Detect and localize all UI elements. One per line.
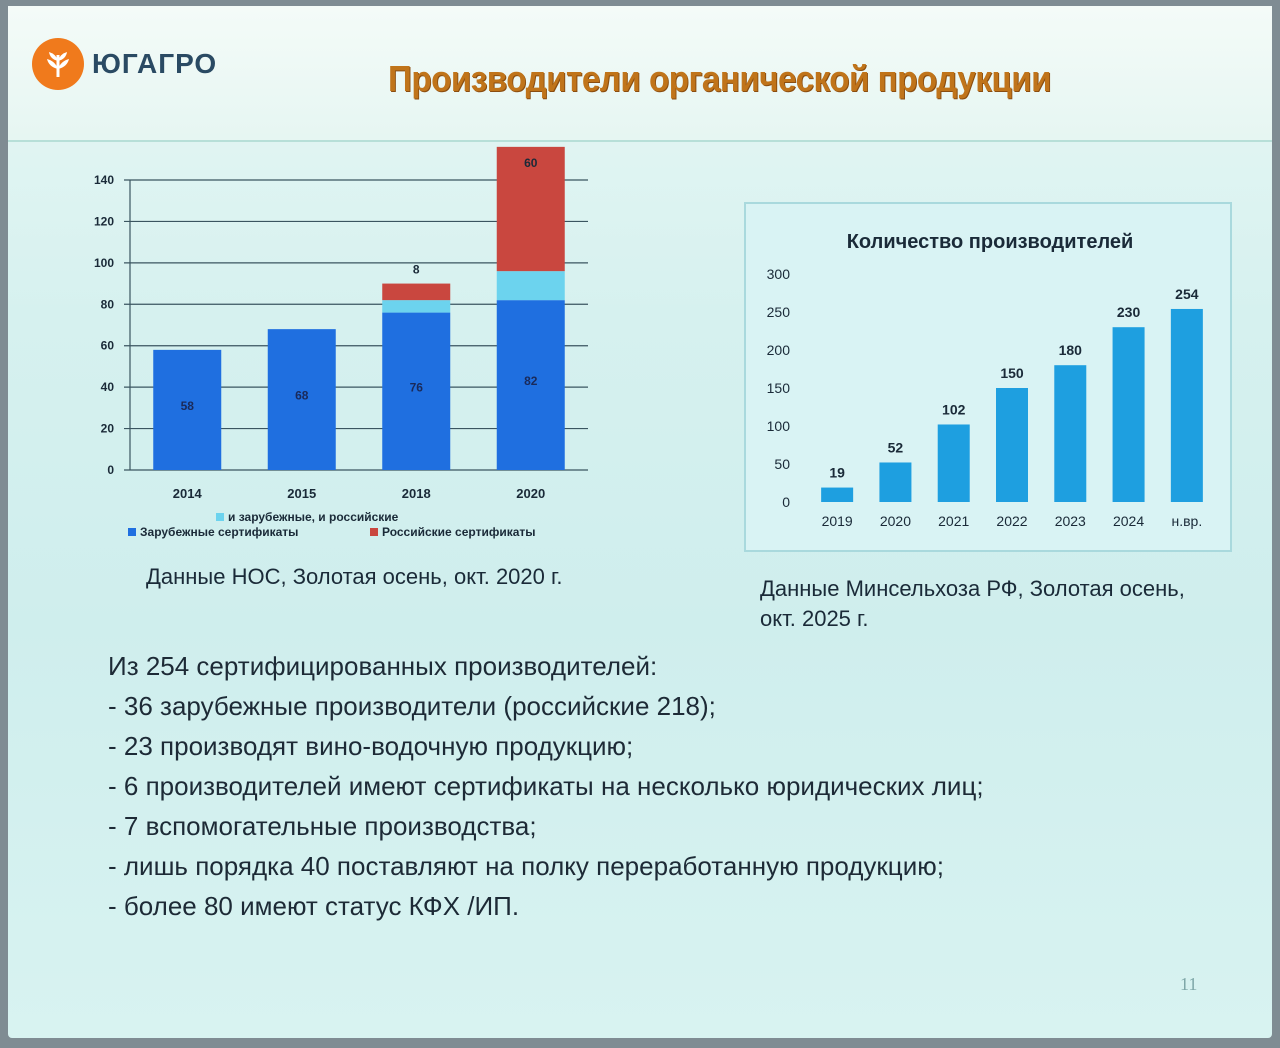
y-tick-label: 120 bbox=[93, 214, 114, 229]
bullet-item: - лишь порядка 40 поставляют на полку переработанную продукцию; bbox=[108, 851, 944, 881]
page-number: 11 bbox=[1180, 974, 1198, 994]
bar-segment bbox=[497, 271, 565, 300]
y-tick-label: 60 bbox=[100, 338, 114, 353]
slide-title: Производители органической продукции bbox=[388, 58, 1052, 99]
y-tick-label: 0 bbox=[107, 463, 114, 477]
bar-segment bbox=[382, 284, 450, 301]
chart2-caption: Данные Минсельхоза РФ, Золотая осень, окт. 2025 г. bbox=[760, 576, 1185, 631]
bar bbox=[1171, 309, 1203, 502]
data-label: 76 bbox=[409, 380, 423, 395]
bullet-list bbox=[108, 646, 984, 926]
x-tick-label: 2014 bbox=[172, 486, 202, 501]
y-tick-label: 100 bbox=[93, 255, 114, 270]
data-label: 230 bbox=[1116, 304, 1141, 321]
data-label: 254 bbox=[1175, 285, 1199, 302]
bar bbox=[1113, 327, 1145, 502]
bar bbox=[879, 462, 911, 502]
data-label: 102 bbox=[942, 401, 966, 418]
bullet-item: - 23 производят вино-водочную продукцию; bbox=[108, 731, 634, 761]
data-label: 68 bbox=[295, 388, 309, 403]
legend-label: Российские сертификаты bbox=[382, 525, 536, 539]
producers-count-chart bbox=[746, 204, 1230, 550]
bar bbox=[1054, 365, 1086, 502]
legend-swatch bbox=[370, 528, 378, 536]
data-label: 60 bbox=[524, 155, 538, 170]
x-tick-label: 2020 bbox=[879, 513, 912, 529]
data-label: 52 bbox=[887, 439, 904, 456]
producers-count-chart-panel bbox=[744, 202, 1232, 552]
x-tick-label: 2022 bbox=[996, 513, 1028, 529]
slide-header bbox=[8, 6, 1272, 142]
legend-swatch bbox=[128, 528, 136, 536]
x-tick-label: 2015 bbox=[287, 486, 317, 501]
data-label: 150 bbox=[1000, 365, 1024, 381]
bar bbox=[938, 424, 970, 502]
x-tick-label: 2021 bbox=[938, 513, 970, 529]
x-tick-label: н.вр. bbox=[1171, 513, 1203, 529]
legend-label: Зарубежные сертификаты bbox=[140, 525, 299, 539]
y-tick-label: 300 bbox=[766, 266, 790, 282]
y-tick-label: 140 bbox=[93, 173, 114, 187]
x-tick-label: 2023 bbox=[1054, 513, 1086, 529]
data-label: 8 bbox=[412, 262, 420, 277]
x-tick-label: 2019 bbox=[821, 513, 853, 529]
data-label: 58 bbox=[180, 398, 194, 413]
legend-swatch bbox=[216, 513, 224, 521]
y-tick-label: 0 bbox=[782, 494, 790, 510]
y-tick-label: 40 bbox=[100, 380, 114, 395]
data-label: 19 bbox=[829, 464, 845, 481]
legend-label: и зарубежные, и российские bbox=[228, 510, 399, 524]
bullet-item: - 36 зарубежные производители (российские 218); bbox=[108, 691, 716, 721]
chart1-caption: Данные НОС, Золотая осень, окт. 2020 г. bbox=[146, 564, 563, 589]
bar bbox=[996, 388, 1028, 502]
bar bbox=[821, 488, 853, 502]
x-tick-label: 2020 bbox=[516, 486, 546, 501]
x-tick-label: 2024 bbox=[1112, 513, 1145, 529]
y-tick-label: 250 bbox=[766, 304, 790, 320]
data-label: 82 bbox=[524, 374, 538, 389]
y-tick-label: 80 bbox=[100, 297, 114, 312]
y-tick-label: 150 bbox=[766, 380, 790, 396]
data-label: 180 bbox=[1058, 342, 1082, 359]
bullet-item: - более 80 имеют статус КФХ /ИП. bbox=[108, 891, 520, 921]
y-tick-label: 50 bbox=[774, 456, 790, 472]
chart-title: Количество производителей bbox=[846, 231, 1134, 253]
y-tick-label: 20 bbox=[100, 421, 114, 436]
logo-text: ЮГАГРО bbox=[92, 48, 218, 79]
y-tick-label: 200 bbox=[766, 342, 790, 358]
bullet-intro: Из 254 сертифицированных производителей: bbox=[108, 651, 658, 681]
y-tick-label: 100 bbox=[766, 418, 790, 434]
wheat-logo-icon bbox=[32, 38, 84, 90]
x-tick-label: 2018 bbox=[401, 486, 431, 501]
bar-segment bbox=[382, 300, 450, 312]
slide bbox=[8, 6, 1272, 1038]
stacked-bar-chart bbox=[68, 155, 628, 556]
bullet-item: - 7 вспомогательные производства; bbox=[108, 811, 537, 841]
bullet-item: - 6 производителей имеют сертификаты на несколько юридических лиц; bbox=[108, 771, 984, 801]
